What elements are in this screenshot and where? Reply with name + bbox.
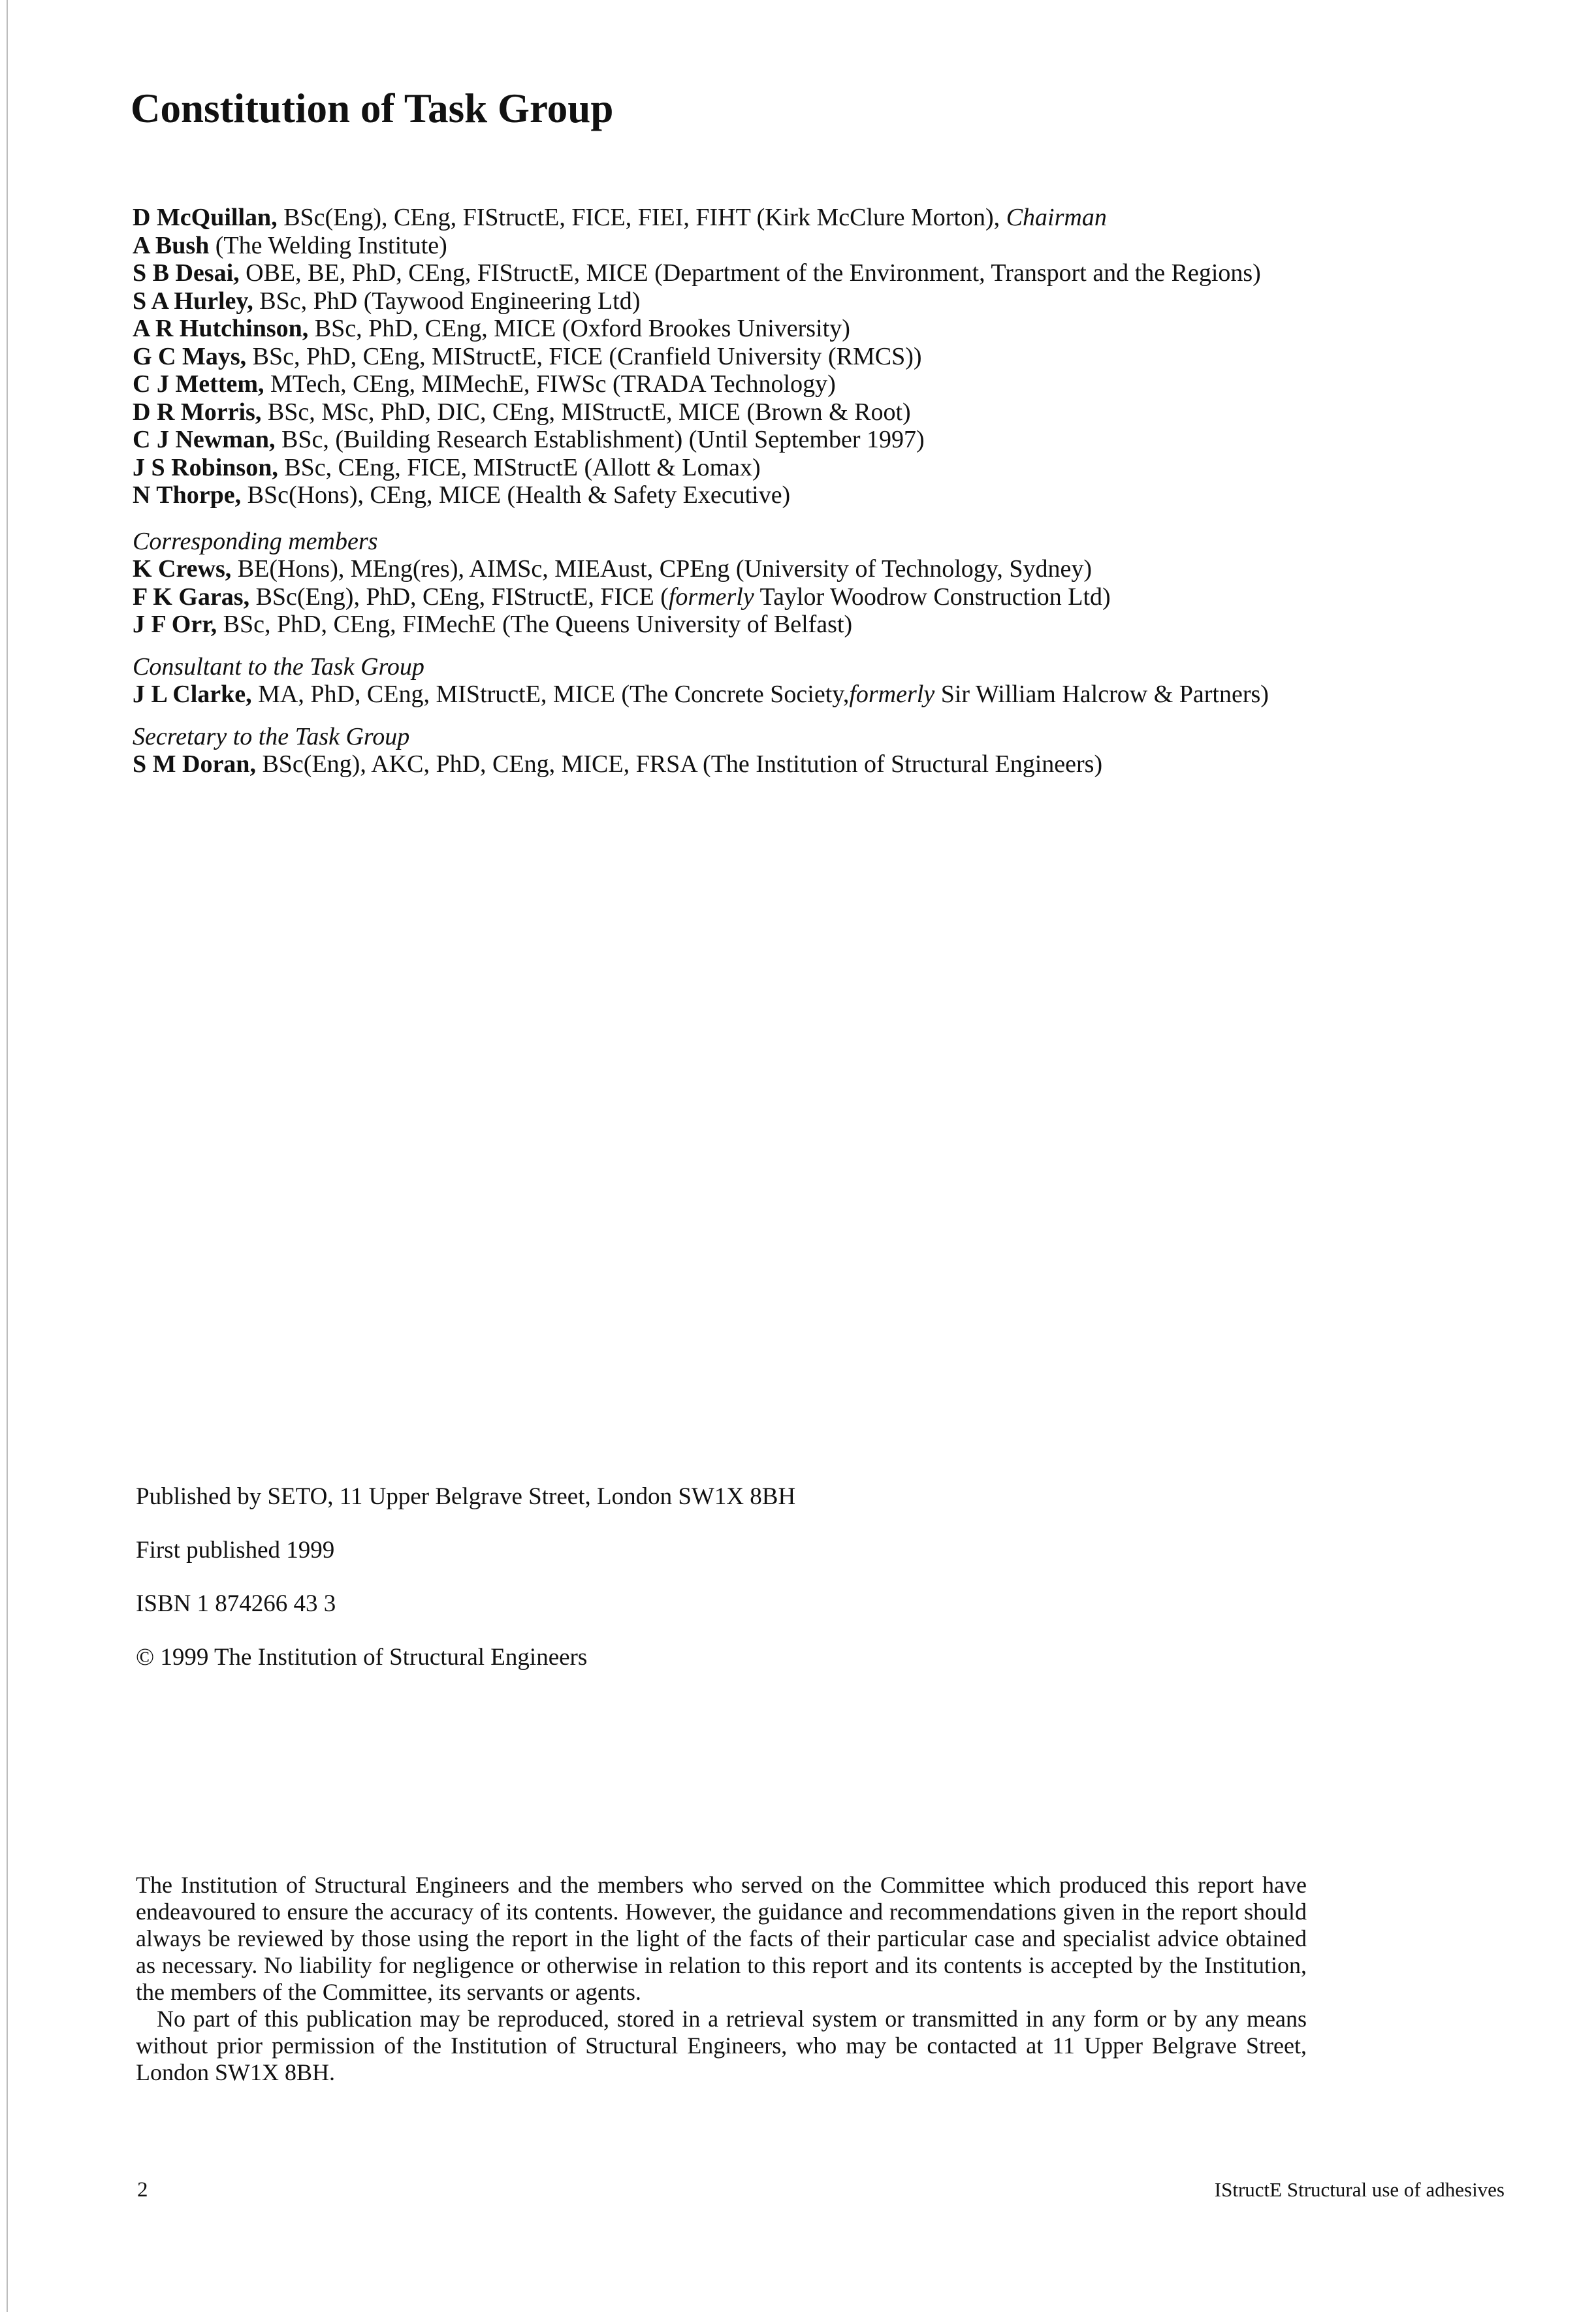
member-line [133, 287, 1530, 315]
member-name: D McQuillan, [133, 204, 278, 231]
member-line [133, 370, 1530, 398]
member-details: BSc, (Building Research Establishment) (Until September 1997) [275, 426, 925, 453]
member-line [133, 611, 1530, 639]
member-line [133, 750, 1530, 779]
consultant-heading: Consultant to the Task Group [133, 652, 424, 681]
publisher-line: Published by SETO, 11 Upper Belgrave Street, London SW1X 8BH [136, 1483, 796, 1510]
member-details: BSc(Eng), AKC, PhD, CEng, MICE, FRSA (The Institution of Structural Engineers) [255, 750, 1103, 778]
member-name: J S Robinson, [133, 453, 278, 481]
member-role: Chairman [1006, 204, 1107, 231]
member-line [133, 204, 1530, 232]
disclaimer-paragraph: No part of this publication may be reproduced, stored in a retrieval system or transmitted in any form or by any means without prior permission of the Institution of Structural Engineers, who may be contacted at 11 Upper Belgrave Street, London SW1X 8BH. [136, 2006, 1307, 2085]
page-number: 2 [137, 2178, 148, 2202]
member-line [133, 259, 1530, 287]
member-line [133, 398, 1530, 426]
formerly-label: formerly [849, 681, 935, 708]
member-line [133, 583, 1530, 611]
member-name: N Thorpe, [133, 481, 242, 509]
member-details: BSc, MSc, PhD, DIC, CEng, MIStructE, MICE (Brown & Root) [261, 398, 911, 426]
member-details: Sir William Halcrow & Partners) [934, 681, 1269, 708]
secretary-heading: Secretary to the Task Group [133, 722, 410, 750]
member-line [133, 232, 1530, 260]
member-details: BSc(Hons), CEng, MICE (Health & Safety Executive) [241, 481, 791, 509]
member-details: BSc, PhD, CEng, FIMechE (The Queens University of Belfast) [217, 611, 853, 638]
task-group-members [133, 204, 1530, 779]
running-title: IStructE Structural use of adhesives [1214, 2178, 1505, 2201]
member-name: K Crews, [133, 555, 232, 583]
member-name: J L Clarke, [133, 681, 252, 708]
disclaimer [136, 1872, 1307, 2086]
member-name: A Bush [133, 231, 210, 259]
member-details: MTech, CEng, MIMechE, FIWSc (TRADA Technology) [264, 370, 836, 398]
member-details: BE(Hons), MEng(res), AIMSc, MIEAust, CPEng (University of Technology, Sydney) [231, 555, 1092, 583]
page-edge [7, 0, 8, 2312]
member-line [133, 343, 1530, 371]
member-name: D R Morris, [133, 398, 262, 426]
member-details: BSc(Eng), PhD, CEng, FIStructE, FICE ( [249, 583, 669, 611]
formerly-label: formerly [668, 583, 754, 611]
member-line [133, 454, 1530, 482]
first-published-line: First published 1999 [136, 1537, 335, 1564]
member-name: S M Doran, [133, 750, 256, 778]
member-line [133, 426, 1530, 454]
member-line [133, 315, 1530, 343]
member-line [133, 481, 1530, 509]
member-name: A R Hutchinson, [133, 315, 309, 342]
page-title: Constitution of Task Group [131, 86, 614, 131]
copyright-line: © 1999 The Institution of Structural Engineers [136, 1644, 588, 1671]
member-details: Taylor Woodrow Construction Ltd) [754, 583, 1111, 611]
member-name: C J Mettem, [133, 370, 264, 398]
member-line [133, 555, 1530, 583]
member-name: J F Orr, [133, 611, 217, 638]
member-name: S A Hurley, [133, 287, 253, 315]
member-line [133, 681, 1530, 709]
member-details: (The Welding Institute) [209, 231, 447, 259]
member-name: F K Garas, [133, 583, 250, 611]
member-details: BSc, PhD, CEng, MICE (Oxford Brookes University) [308, 315, 850, 342]
corresponding-members-heading: Corresponding members [133, 527, 378, 555]
publication-info [136, 1483, 795, 1697]
member-name: S B Desai, [133, 259, 240, 287]
member-name: C J Newman, [133, 426, 276, 453]
member-details: BSc(Eng), CEng, FIStructE, FICE, FIEI, FIHT (Kirk McClure Morton), [277, 204, 1006, 231]
member-details: BSc, CEng, FICE, MIStructE (Allott & Lomax) [278, 453, 761, 481]
member-details: MA, PhD, CEng, MIStructE, MICE (The Concrete Society, [251, 681, 850, 708]
disclaimer-paragraph: The Institution of Structural Engineers and the members who served on the Committee which produced this report have endeavoured to ensure the accuracy of its contents. However, the guidance and recommendations given in the report should always be reviewed by those using the report in the light of the facts of their particular case and specialist advice obtained as necessary. No liability for negligence or otherwise in relation to this report and its contents is accepted by the Institution, the members of the Committee, its servants or agents. [136, 1872, 1307, 2005]
member-details: BSc, PhD (Taywood Engineering Ltd) [253, 287, 641, 315]
member-details: OBE, BE, PhD, CEng, FIStructE, MICE (Department of the Environment, Transport and the Regions) [239, 259, 1261, 287]
member-name: G C Mays, [133, 342, 247, 370]
isbn-line: ISBN 1 874266 43 3 [136, 1590, 336, 1617]
member-details: BSc, PhD, CEng, MIStructE, FICE (Cranfield University (RMCS)) [246, 342, 922, 370]
